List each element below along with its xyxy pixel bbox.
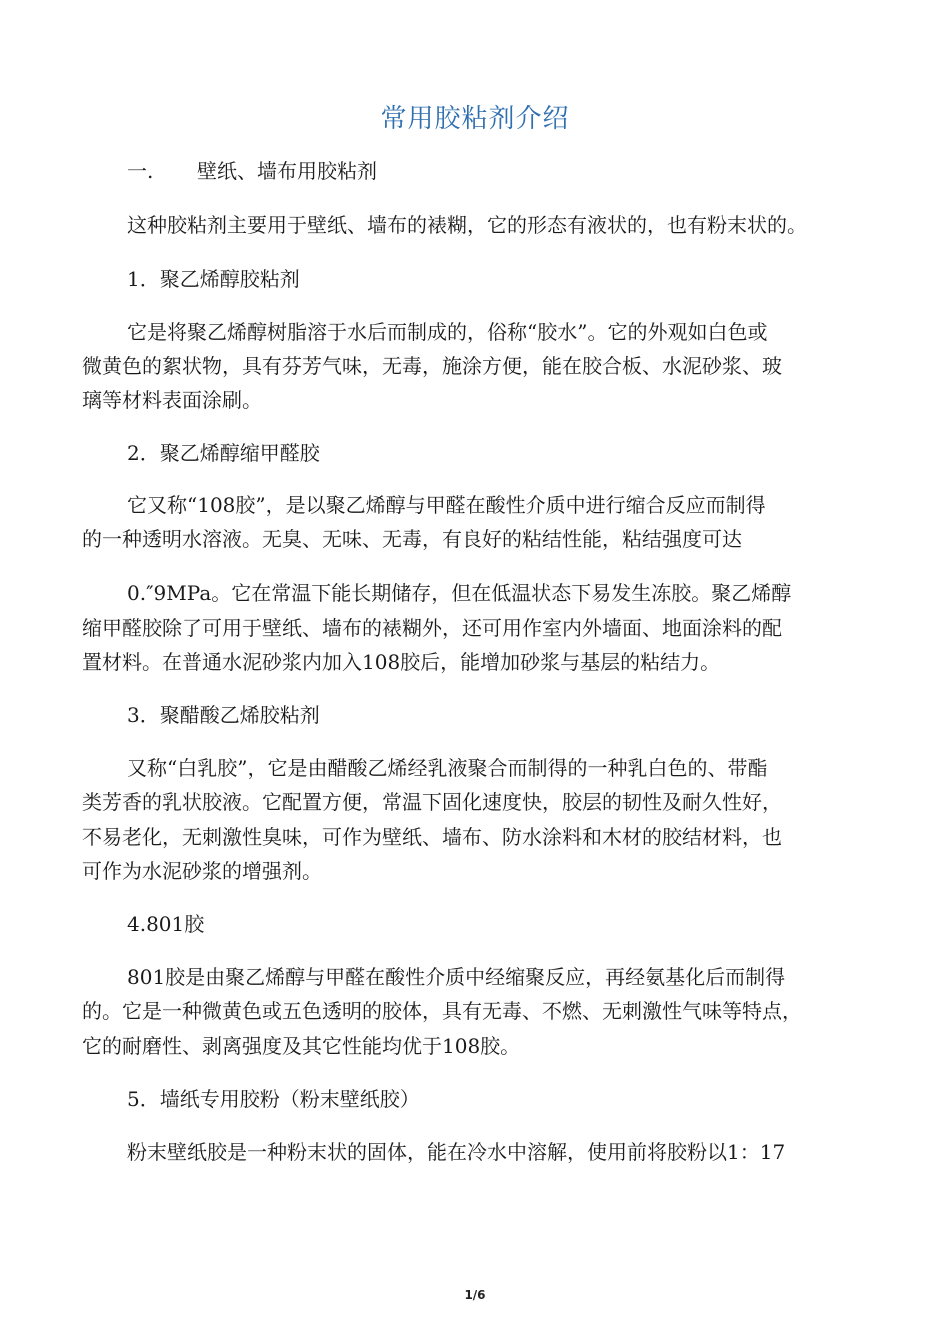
paragraph-line: 微黄色的絮状物，具有芬芳气味，无毒，施涂方便，能在胶合板、水泥砂浆、玻 <box>82 354 782 378</box>
paragraph-line: 的。它是一种微黄色或五色透明的胶体，具有无毒、不燃、无刺激性气味等特点， <box>82 999 802 1023</box>
paragraph-line: 缩甲醛胶除了可用于壁纸、墙布的裱糊外，还可用作室内外墙面、地面涂料的配 <box>82 616 782 640</box>
paragraph-line: 璃等材料表面涂刷。 <box>82 388 262 412</box>
item-heading-2: 2．聚乙烯醇缩甲醛胶 <box>127 441 320 465</box>
paragraph-line: 置材料。在普通水泥砂浆内加入108胶后，能增加砂浆与基层的粘结力。 <box>82 650 721 674</box>
paragraph-line: 801胶是由聚乙烯醇与甲醛在酸性介质中经缩聚反应，再经氨基化后而制得 <box>127 965 786 989</box>
paragraph-line: 类芳香的乳状胶液。它配置方便，常温下固化速度快，胶层的韧性及耐久性好， <box>82 790 782 814</box>
paragraph-line: 它是将聚乙烯醇树脂溶于水后而制成的，俗称“胶水”。它的外观如白色或 <box>127 320 768 344</box>
intro-paragraph: 这种胶粘剂主要用于壁纸、墙布的裱糊，它的形态有液状的，也有粉末状的。 <box>127 213 807 237</box>
item-heading-3: 3．聚醋酸乙烯胶粘剂 <box>127 703 320 727</box>
paragraph-line: 它又称“108胶”，是以聚乙烯醇与甲醛在酸性介质中进行缩合反应而制得 <box>127 493 766 517</box>
section-number: 一. <box>127 159 154 183</box>
section-heading-text: 壁纸、墙布用胶粘剂 <box>197 159 377 183</box>
paragraph-line: 0.″9MPa。它在常温下能长期储存，但在低温状态下易发生冻胶。聚乙烯醇 <box>127 581 792 605</box>
item-heading-1: 1．聚乙烯醇胶粘剂 <box>127 267 300 291</box>
paragraph-line: 不易老化，无刺激性臭味，可作为壁纸、墙布、防水涂料和木材的胶结材料，也 <box>82 825 782 849</box>
paragraph-line: 又称“白乳胶”，它是由醋酸乙烯经乳液聚合而制得的一种乳白色的、带酯 <box>127 756 768 780</box>
document-title: 常用胶粘剂介绍 <box>380 104 570 134</box>
paragraph-line: 可作为水泥砂浆的增强剂。 <box>82 859 322 883</box>
item-heading-5: 5．墙纸专用胶粉（粉末壁纸胶） <box>127 1087 420 1111</box>
paragraph-line: 的一种透明水溶液。无臭、无味、无毒，有良好的粘结性能，粘结强度可达 <box>82 527 742 551</box>
page-number: 1/6 <box>464 1288 486 1302</box>
section-heading <box>127 156 927 186</box>
paragraph-line: 它的耐磨性、剥离强度及其它性能均优于108胶。 <box>82 1034 521 1058</box>
paragraph-line: 粉末壁纸胶是一种粉末状的固体，能在冷水中溶解，使用前将胶粉以1：17 <box>127 1140 786 1164</box>
item-heading-4: 4.801胶 <box>127 912 205 936</box>
